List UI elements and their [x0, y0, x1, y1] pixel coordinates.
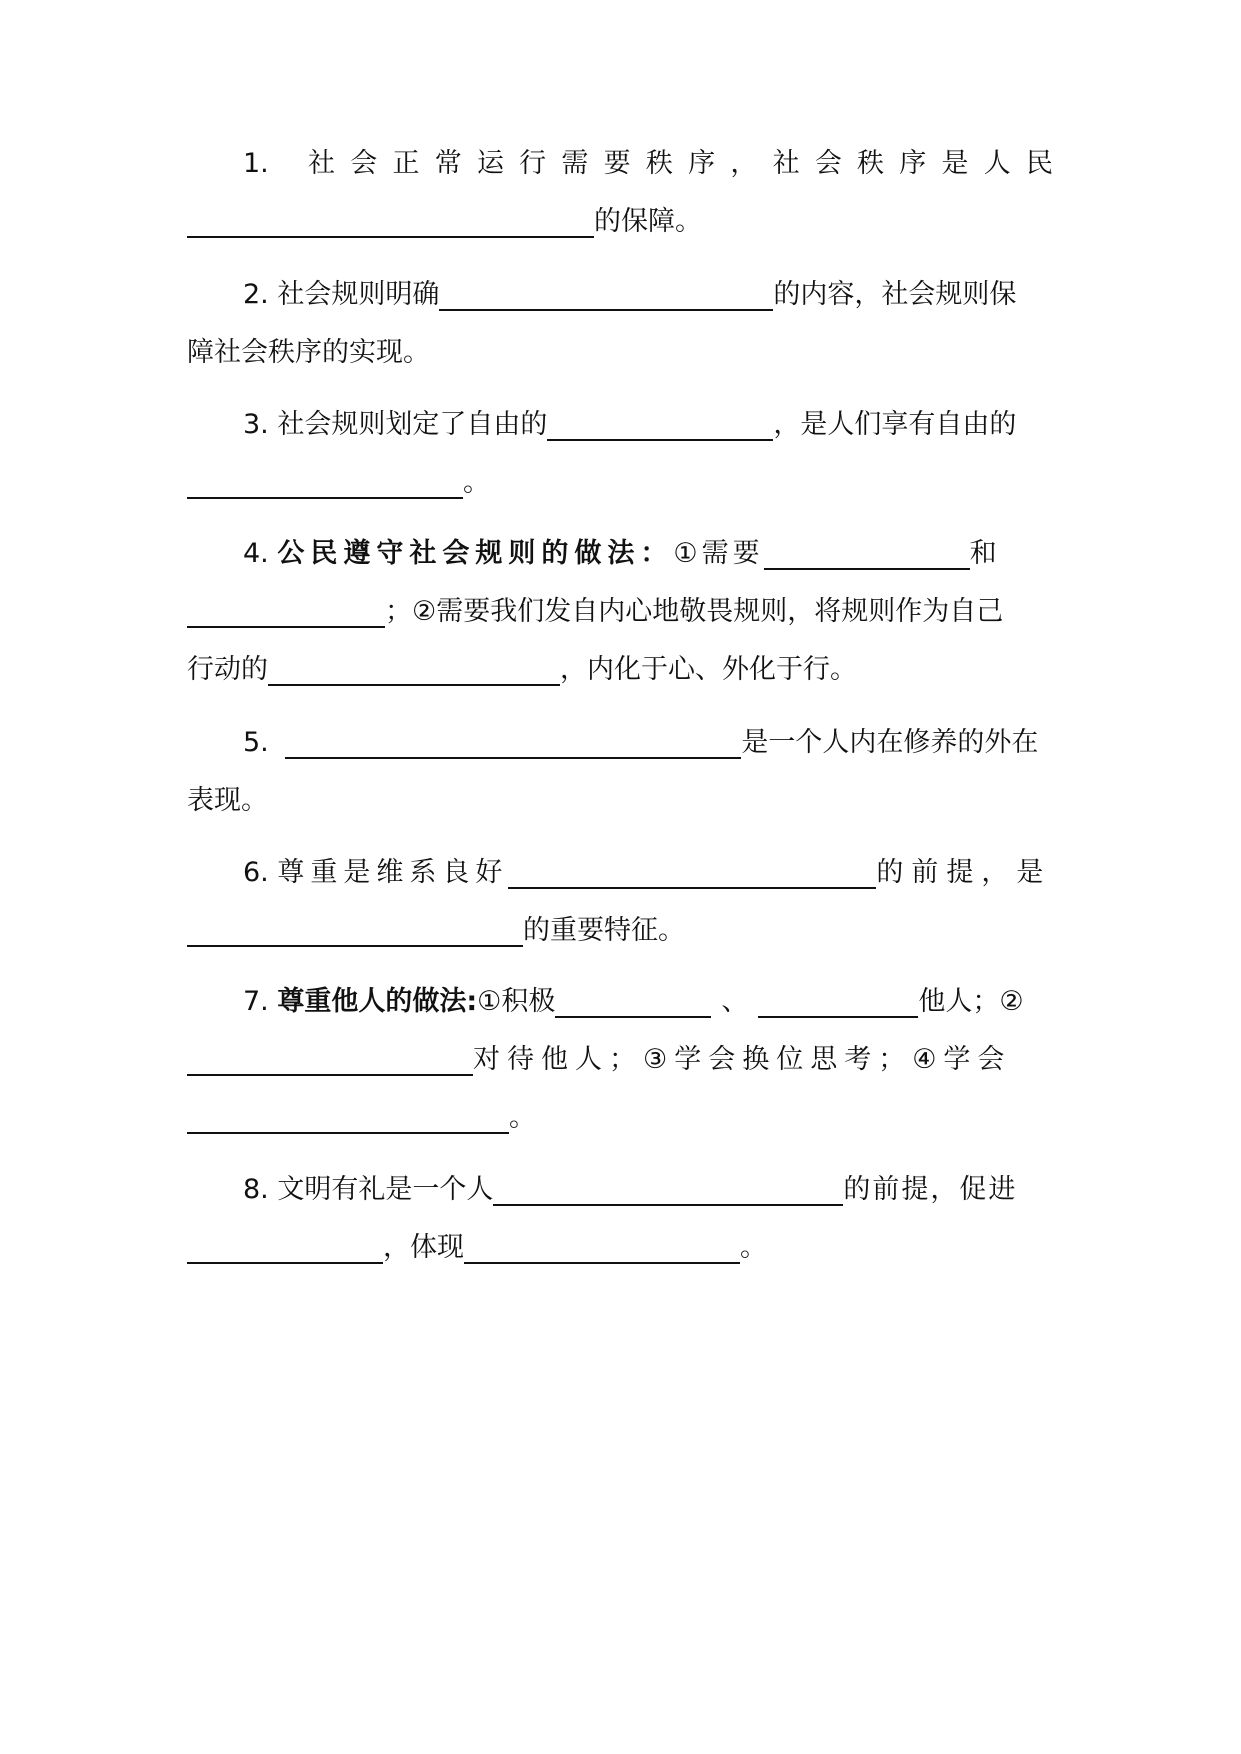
- item-1-char: 序: [688, 148, 716, 179]
- item-5-text-end: 是一个人内在修养的外在: [741, 727, 1039, 758]
- item-7-blank-2[interactable]: [758, 1016, 918, 1018]
- item-1-char: 行: [519, 148, 547, 179]
- item-4-blank-2[interactable]: [187, 626, 385, 628]
- item-6-blank-1[interactable]: [508, 887, 876, 889]
- item-4-number: 4.: [243, 538, 269, 569]
- item-8-blank-3[interactable]: [464, 1262, 740, 1264]
- item-7-text-a: ①积极: [477, 986, 556, 1017]
- item-6-text-line-2: 的重要特征。: [523, 915, 685, 946]
- item-4-lead: 公民遵守社会规则的做法：: [277, 538, 674, 569]
- item-1-char: 正: [392, 148, 420, 179]
- item-2-text-line-2: 障社会秩序的实现。: [187, 337, 430, 368]
- item-5-text-line-2: 表现。: [187, 785, 268, 816]
- item-1-char: 会: [814, 148, 842, 179]
- item-1-char: 社: [308, 148, 335, 179]
- item-7-number: 7.: [243, 986, 269, 1017]
- item-5-blank-1[interactable]: [285, 757, 741, 759]
- item-1-blank-1[interactable]: [187, 236, 594, 238]
- item-4-text-line-2: ；②需要我们发自内心地敬畏规则，将规则作为自己: [385, 596, 1004, 627]
- item-7-blank-4[interactable]: [187, 1132, 509, 1134]
- item-8-text-end: 的前提，促进: [843, 1174, 1018, 1205]
- item-3-text-start: 社会规则划定了自由的: [277, 409, 548, 440]
- item-3-text-end: ，是人们享有自由的: [773, 409, 1017, 440]
- item-8-text-mid: ，体现: [383, 1232, 464, 1263]
- item-1-char: ，: [730, 148, 758, 179]
- item-3-number: 3.: [243, 409, 269, 440]
- item-1-text: [308, 140, 1053, 188]
- item-4-text-line-3-end: ，内化于心、外化于行。: [560, 654, 857, 685]
- item-1-char: 需: [561, 148, 589, 179]
- item-1-char: 常: [434, 148, 462, 179]
- item-1-char: 是: [941, 148, 969, 179]
- item-5-line-2: [187, 777, 1053, 825]
- item-3-blank-1[interactable]: [547, 439, 773, 441]
- item-1-number: 1.: [243, 148, 269, 179]
- item-8-blank-2[interactable]: [187, 1262, 383, 1264]
- item-1-char: 序: [899, 148, 927, 179]
- item-1-char: 秩: [857, 148, 885, 179]
- item-6-number: 6.: [243, 857, 269, 888]
- item-1-line-1: [243, 140, 1053, 188]
- item-8-text-start: 文明有礼是一个人: [277, 1174, 494, 1205]
- item-4-line-1: [243, 530, 1053, 578]
- item-8-text-end-2: 。: [740, 1232, 767, 1263]
- item-2-blank-1[interactable]: [439, 309, 773, 311]
- item-6-line-2: [187, 907, 1053, 955]
- item-4-line-2: [187, 588, 1053, 636]
- item-2-number: 2.: [243, 279, 269, 310]
- item-7-text-b: 他人；②: [918, 986, 1024, 1017]
- item-1-char: 民: [1025, 148, 1053, 179]
- item-1-text-end: 的保障。: [594, 206, 702, 237]
- item-5-line-1: [243, 719, 1053, 767]
- item-4-text-line-3-start: 行动的: [187, 654, 268, 685]
- item-3-line-1: [243, 401, 1053, 449]
- item-1-char: 会: [350, 148, 378, 179]
- item-7-line-2: [187, 1036, 1053, 1084]
- item-1-char: 社: [772, 148, 800, 179]
- item-7-text-line-2: 对待他人；③学会换位思考；④学会: [473, 1044, 1012, 1075]
- item-1-char: 秩: [645, 148, 673, 179]
- item-7-lead: 尊重他人的做法:: [277, 986, 478, 1017]
- item-4-line-3: [187, 646, 1053, 694]
- item-6-line-1: [243, 849, 1053, 897]
- item-7-line-3: [187, 1094, 1053, 1142]
- item-3-line-2: [187, 459, 1053, 507]
- item-8-blank-1[interactable]: [493, 1204, 843, 1206]
- item-7-line-1: [243, 978, 1053, 1026]
- item-4-text-end: 和: [969, 538, 997, 569]
- item-3-blank-2[interactable]: [187, 497, 463, 499]
- item-1-line-2: [187, 198, 1053, 246]
- item-2-text-end: 的内容，社会规则保: [773, 279, 1017, 310]
- item-8-line-2: [187, 1224, 1053, 1272]
- item-4-blank-1[interactable]: [764, 568, 970, 570]
- item-4-blank-3[interactable]: [268, 684, 560, 686]
- item-8-number: 8.: [243, 1174, 269, 1205]
- item-2-line-2: [187, 329, 1053, 377]
- item-2-text-start: 社会规则明确: [277, 279, 440, 310]
- item-7-blank-3[interactable]: [187, 1074, 473, 1076]
- item-8-line-1: [243, 1166, 1053, 1214]
- item-1-char: 人: [983, 148, 1011, 179]
- item-3-text-line-2: 。: [463, 467, 490, 498]
- item-5-number: 5.: [243, 727, 269, 758]
- item-7-text-line-3: 。: [509, 1102, 536, 1133]
- item-7-separator: 、: [721, 986, 749, 1017]
- item-1-char: 要: [603, 148, 631, 179]
- item-7-blank-1[interactable]: [555, 1016, 711, 1018]
- item-2-line-1: [243, 271, 1053, 319]
- item-6-text-start: 尊重是维系良好: [277, 857, 509, 888]
- item-6-text-end: 的前提，是: [876, 857, 1052, 888]
- item-4-text-mid: ①需要: [673, 538, 764, 569]
- item-6-blank-2[interactable]: [187, 945, 523, 947]
- item-1-char: 运: [476, 148, 504, 179]
